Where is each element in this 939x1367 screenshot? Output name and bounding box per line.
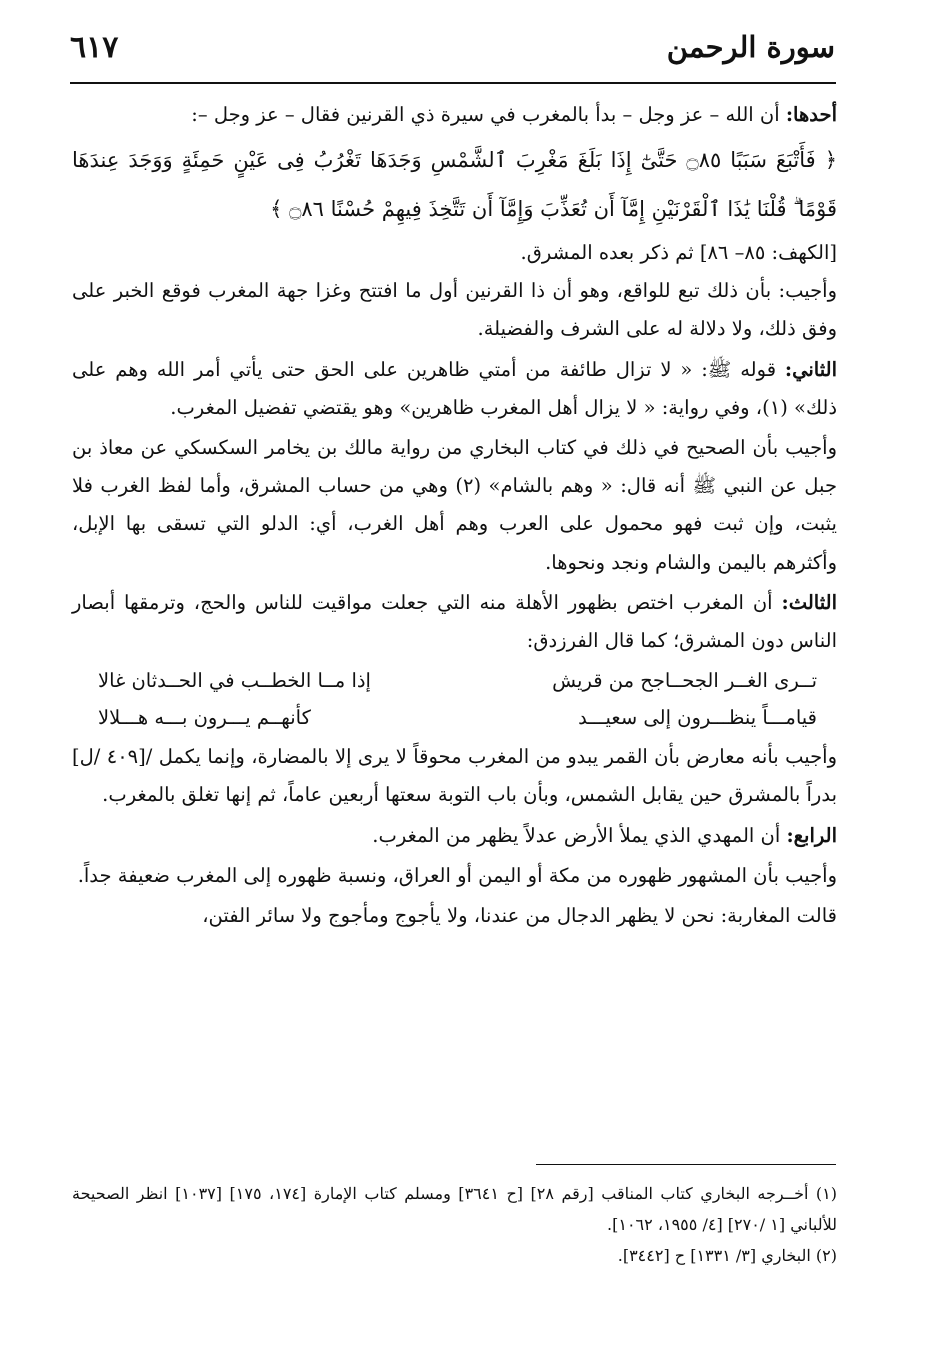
quran-reference: [الكهف: ٨٥– ٨٦] ثم ذكر بعده المشرق. [520, 241, 837, 265]
poem [72, 662, 837, 736]
footnote-rule [536, 1164, 836, 1165]
paragraph-text: أن المغرب اختص بظهور الأهلة منه التي جعلت مواقيت للناس والحج، وترمقها أبصار الناس دون المشرق؛ كما قال الفرزدق: [72, 590, 837, 653]
header-rule [70, 82, 836, 84]
paragraph-answer-3: وأجيب بأنه معارض بأن القمر يبدو من المغرب محوقاً لا يرى إلا بالمضارة، وإنما يكمل /[٤٠٩ /ل] بدراً بالمشرق حين يقابل الشمس، وبأن باب التوبة سعتها أربعين عاماً، ثم إنها تغلق بالمغرب. [72, 745, 837, 807]
footnote-1: (١) أخــرجه البخاري كتاب المناقب [رقم ٢٨] [ح ٣٦٤١] ومسلم كتاب الإمارة [١٧٤، ١٧٥] [١٠٣٧] انظر الصحيحة للألباني [١ /٢٧٠] [٤/ ١٩٥٥، ١٠٦٢]. [72, 1184, 838, 1234]
footnotes [72, 1178, 837, 1271]
paragraph-first [72, 96, 837, 134]
paragraph-label: الثالث: [781, 590, 837, 614]
paragraph-second [72, 351, 837, 427]
paragraph-fourth [72, 817, 837, 855]
paragraph-third [72, 584, 837, 660]
verse-second-hemistich: إذا مــا الخطــب في الحــدثان غالا [98, 669, 371, 693]
paragraph-maghariba: قالت المغاربة: نحن لا يظهر الدجال من عندنا، ولا يأجوج ومأجوج ولا سائر الفتن، [202, 904, 837, 928]
poem-verse [72, 699, 837, 736]
paragraph-label: أحدها: [785, 103, 837, 126]
verse-first-hemistich: قيامـــاً ينظـــرون إلى سعيـــد [578, 706, 817, 730]
verse-second-hemistich: كأنهــم يـــرون بـــه هـــلالا [98, 706, 311, 730]
page-header [70, 30, 835, 80]
quran-verse: ﴿ فَأَتْبَعَ سَبَبًا ۝٨٥ حَتَّىٰٓ إِذَا بَلَغَ مَغْرِبَ ٱلشَّمْسِ وَجَدَهَا تَغْرُبُ فِى عَيْنٍ حَمِئَةٍ وَوَجَدَ عِندَهَا قَوْمًا ۗ قُلْنَا يَٰذَا ٱلْقَرْنَيْنِ إِمَّآ أَن تُعَذِّبَ وَإِمَّآ أَن تَتَّخِذَ فِيهِمْ حُسْنًا ۝٨٦ ﴾ [72, 148, 837, 222]
poem-verse [72, 662, 837, 699]
sura-title: سورة الرحمن [666, 30, 835, 64]
paragraph-answer-2: وأجيب بأن الصحيح في ذلك في كتاب البخاري من رواية مالك بن يخامر السكسكي عن معاذ بن جبل عن النبي ﷺ أنه قال: « وهم بالشام» (٢) وهي من حساب المشرق، وأما لفظ الغرب فلا يثبت، وإن ثبت فهو محمول على العرب وهم أهل الغرب، أي: الدلو التي تسقى بها الإبل، وأكثرهم باليمن والشام ونجد ونحوها. [72, 436, 837, 574]
paragraph-text: أن المهدي الذي يملأ الأرض عدلاً يظهر من المغرب. [372, 823, 787, 847]
paragraph-answer-1: وأجيب: بأن ذلك تبع للواقع، وهو أن ذا القرنين أول ما افتتح وغزا جهة المغرب فوقع الخبر على وفق ذلك، ولا دلالة له على الشرف والفضيلة. [72, 279, 837, 341]
paragraph-text: قوله ﷺ: « لا تزال طائفة من أمتي ظاهرين على الحق حتى يأتي أمر الله وهم على ذلك» (١)، وفي رواية: « لا يزال أهل المغرب ظاهرين» وهو يقتضي تفضيل المغرب. [72, 357, 837, 419]
paragraph-text: أن الله – عز وجل – بدأ بالمغرب في سيرة ذي القرنين فقال – عز وجل –: [191, 103, 786, 126]
paragraph-label: الثاني: [784, 357, 837, 381]
verse-first-hemistich: تــرى الغــر الجحــاجح من قريش [552, 669, 817, 693]
paragraph-answer-4: وأجيب بأن المشهور ظهوره من مكة أو اليمن أو العراق، ونسبة ظهوره إلى المغرب ضعيفة جداً. [77, 863, 837, 887]
paragraph-label: الرابع: [786, 823, 837, 847]
page-number: ٦١٧ [70, 30, 119, 65]
main-text [72, 96, 837, 937]
footnote-2: (٢) البخاري [٣/ ١٣٣١] ح [٣٤٤٢]. [617, 1246, 837, 1265]
